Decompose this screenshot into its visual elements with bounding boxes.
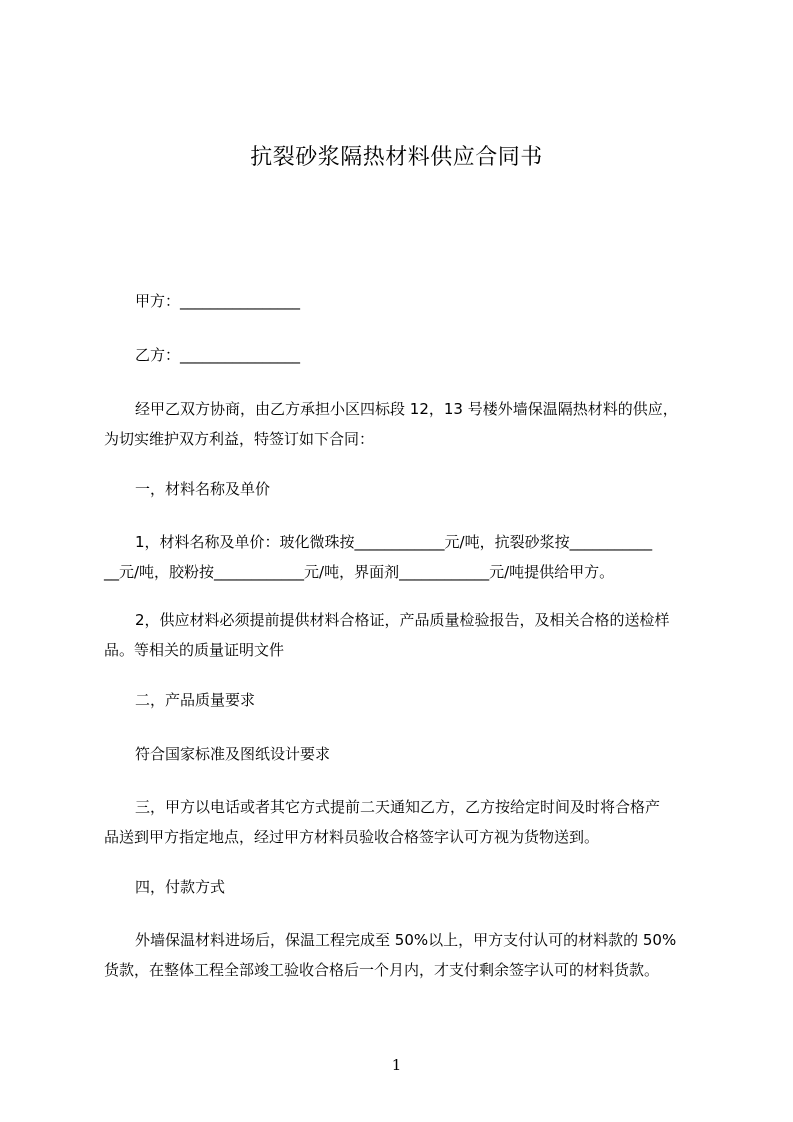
item-2-line-2: 品。等相关的质量证明文件 bbox=[104, 641, 285, 659]
page-number: 1 bbox=[391, 1056, 402, 1074]
section-4-paragraph bbox=[104, 925, 704, 985]
section-1-heading: 一，材料名称及单价 bbox=[135, 480, 271, 498]
section-3-line-1: 三，甲方以电话或者其它方式提前二天通知乙方，乙方按给定时间及时将合格产 bbox=[135, 798, 661, 816]
intro-line-2: 为切实维护双方利益，特签订如下合同： bbox=[104, 430, 375, 448]
intro-paragraph bbox=[104, 394, 704, 454]
section-2-body: 符合国家标准及图纸设计要求 bbox=[135, 745, 331, 763]
item-2-paragraph bbox=[104, 605, 704, 665]
section-2-heading: 二，产品质量要求 bbox=[135, 691, 256, 709]
party-a-line: 甲方：________________ bbox=[135, 292, 301, 310]
intro-line-1: 经甲乙双方协商，由乙方承担小区四标段 12，13 号楼外墙保温隔热材料的供应， bbox=[135, 400, 678, 418]
item-2-line-1: 2，供应材料必须提前提供材料合格证，产品质量检验报告，及相关合格的送检样 bbox=[135, 611, 670, 629]
item-1-paragraph bbox=[104, 527, 704, 587]
party-b-line: 乙方：________________ bbox=[135, 346, 301, 364]
section-4-line-2: 货款，在整体工程全部竣工验收合格后一个月内，才支付剩余签字认可的材料货款。 bbox=[104, 961, 660, 979]
document-title: 抗裂砂浆隔热材料供应合同书 bbox=[250, 145, 543, 170]
section-3-line-2: 品送到甲方指定地点，经过甲方材料员验收合格签字认可方视为货物送到。 bbox=[104, 828, 600, 846]
section-4-line-1: 外墙保温材料进场后，保温工程完成至 50%以上，甲方支付认可的材料款的 50% bbox=[135, 931, 677, 949]
item-1-line-2: __元/吨，胶粉按____________元/吨，界面剂____________元/吨提供给甲方。 bbox=[104, 563, 615, 581]
item-1-line-1: 1，材料名称及单价：玻化微珠按____________元/吨，抗裂砂浆按___________ bbox=[135, 533, 653, 551]
section-4-heading: 四，付款方式 bbox=[135, 878, 226, 896]
section-3-paragraph bbox=[104, 792, 704, 852]
